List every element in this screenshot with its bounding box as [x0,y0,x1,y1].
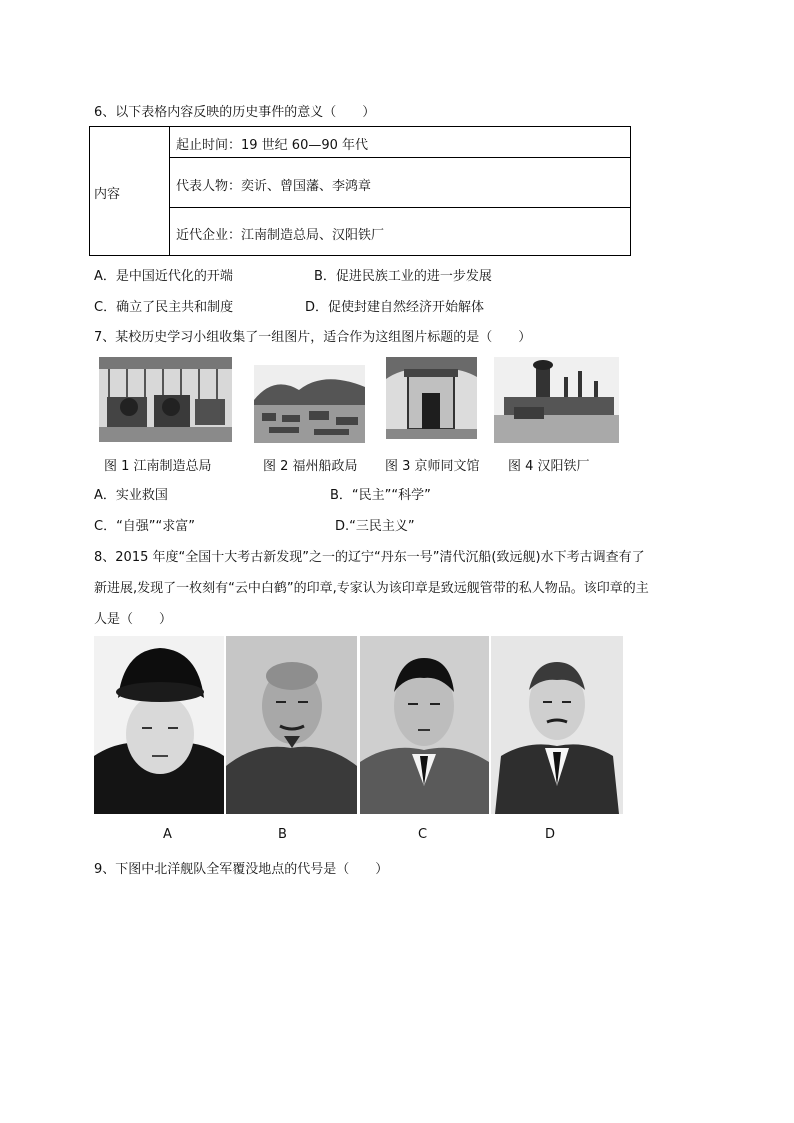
q6-option-a: A．是中国近代化的开端 [94,269,233,284]
photo-caption: 图 3 京师同文馆 [385,459,480,474]
q8-line: 新进展,发现了一枚刻有“云中白鹤”的印章,专家认为该印章是致远舰管带的私人物品。该印章的主 [94,581,649,596]
q7-option-c: C．“自强”“求富” [94,519,196,534]
portrait-label-d: D [545,827,556,842]
photo-caption: 图 1 江南制造总局 [104,459,212,474]
portrait-a [94,636,224,814]
q7-option-d: D.“三民主义” [335,519,415,534]
q9-stem: 9、下图中北洋舰队全军覆没地点的代号是（ ） [94,862,389,877]
q6-table-row [170,158,630,208]
portrait-label-a: A [163,827,172,842]
photo-caption: 图 4 汉阳铁厂 [508,459,590,474]
q8-line: 8、2015 年度“全国十大考古新发现”之一的辽宁“丹东一号”清代沉船(致远舰)水下考古调查有了 [94,550,645,565]
q7-option-b: B．“民主”“科学” [330,488,431,503]
tongwenguan-gate-photo [386,357,477,439]
photo-caption: 图 2 福州船政局 [263,459,358,474]
q6-stem: 6、以下表格内容反映的历史事件的意义（ ） [94,105,376,120]
q6-option-b: B．促进民族工业的进一步发展 [314,269,492,284]
q6-table-header: 内容 [94,187,121,202]
q6-table-row-text: 近代企业：江南制造总局、汉阳铁厂 [176,228,385,243]
q6-table-header-cell [90,127,170,255]
q6-option-d: D．促使封建自然经济开始解体 [305,300,485,315]
q6-table-row [170,208,630,255]
q8-line: 人是（ ） [94,612,173,627]
portrait-d [491,636,623,814]
q6-table-row-text: 起止时间：19 世纪 60—90 年代 [176,138,369,153]
portrait-label-b: B [278,827,287,842]
portrait-b [226,636,357,814]
q7-stem: 7、某校历史学习小组收集了一组图片，适合作为这组图片标题的是（ ） [94,330,532,345]
fuzhou-shipyard-photo [254,365,365,443]
q6-table [89,126,631,256]
portrait-label-c: C [418,827,428,842]
portrait-c [360,636,489,814]
q6-option-c: C．确立了民主共和制度 [94,300,234,315]
q7-option-a: A．实业救国 [94,488,168,503]
hanyang-ironworks-photo [494,357,619,443]
jiangnan-arsenal-photo [99,357,232,442]
q6-table-row [170,127,630,158]
q6-table-row-text: 代表人物：奕䜣、曾国藩、李鸿章 [176,179,372,194]
